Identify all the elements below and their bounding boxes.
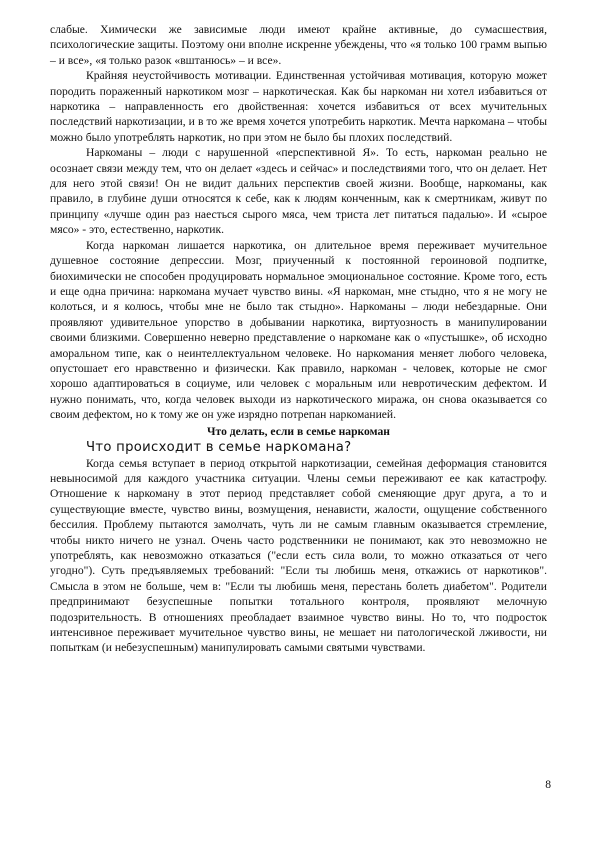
section-subheading: Что делать, если в семье наркоман: [207, 424, 390, 438]
paragraph-1: слабые. Химически же зависимые люди имеют крайне активные, до сумасшествия, психологические защиты. Поэтому они вполне искренне убеждены, что «я только 100 грамм выпью – и все», «я только разок «вштанюсь» – и все».: [50, 23, 547, 67]
paragraph-4: Когда наркоман лишается наркотика, он длительное время переживает мучительное душевное состояние депрессии. Мозг, приученный к постоянной героиновой подпитке, биохимически не способен продуцировать нормальное эмоциональное состояние. Кроме того, есть и еще одна причина: наркомана мучает чувство вины. «Я наркоман, мне стыдно, что я не могу не колоться, и я колюсь, чтобы мне не было так стыдно». Наркоманы – люди небездарные. Они проявляют удивительное упорство в добывании наркотика, виртуозность в манипулировании своими близкими. Совершенно неверно представление о наркомане как о «пустышке», об исходно аморальном типе, как о неинтеллектуальном человеке. Но наркомания меняет любого человека, опустошает его нравственно и физически. Как правило, наркоман - человек, которые не смог хорошо адаптироваться в социуме, или человек с моральным или невротическим дефектом. И нужно понимать, что, когда человек выходи из наркотического миража, он снова оказывается со своим дефектом, но к тому же он уже изрядно потрепан наркоманией.: [50, 238, 547, 422]
paragraph-3: Наркоманы – люди с нарушенной «перспективной Я». То есть, наркоман реально не осознает связи между тем, что он делает «здесь и сейчас» и последствиями того, что он делает. Нет для него этой связи! Он не видит дальних перспектив своей жизни. Вообще, наркоманы, как правило, в глубине души относятся к себе, как к людям конченным, как к смертникам, живут по принципу «лучше один раз наесться сырого мяса, чем триста лет питаться падалью». И «сырое мясо» - это, естественно, наркотик.: [50, 146, 547, 237]
page-number: 8: [545, 778, 551, 791]
paragraph-5: Когда семья вступает в период открытой наркотизации, семейная деформация становится невыносимой для каждого участника ситуации. Члены семьи переживают ее как катастрофу. Отношение к наркоману в этот период представляет собой сменяющие друг друга, а то и существующие вместе, чувство вины, возмущения, ненависти, жалости, ощущение собственного бессилия. Проблему пытаются замолчать, чуть ли не самым главным оказывается стремление, чтобы никто ничего не узнал. Очень часто родственники не понимают, как это невозможно не употреблять, как невозможно отказаться ("если есть сила воли, то можно отказаться от чего угодно"). Суть предъявляемых требований: "Если ты любишь меня, откажись от наркотиков". Смысла в этом не больше, чем в: "Если ты любишь меня, перестань болеть диабетом". Родители предпринимают безуспешные попытки тотального контроля, проявляют мелочную подозрительность. В отношениях преобладает взаимное чувство вины. Но то, что подросток интенсивное переживает мучительное чувство вины, не мешает ни патологической лживости, ни попыткам (и небезуспешным) манипулировать самыми святыми чувствами.: [50, 456, 547, 655]
section-heading: Что происходит в семье наркомана?: [86, 439, 352, 455]
paragraph-2: Крайняя неустойчивость мотивации. Единственная устойчивая мотивация, которую может породить пораженный наркотиком мозг – наркотическая. Как бы наркоман ни хотел избавиться от наркотика – направленность его двойственная: хочется избавиться от всех мучительных последствий наркотизации, и в то же время хочется употребить наркотик. Мечта наркомана – чтобы можно было употреблять наркотик, но при этом не было бы плохих последствий.: [50, 69, 547, 144]
document-page: [50, 22, 547, 656]
